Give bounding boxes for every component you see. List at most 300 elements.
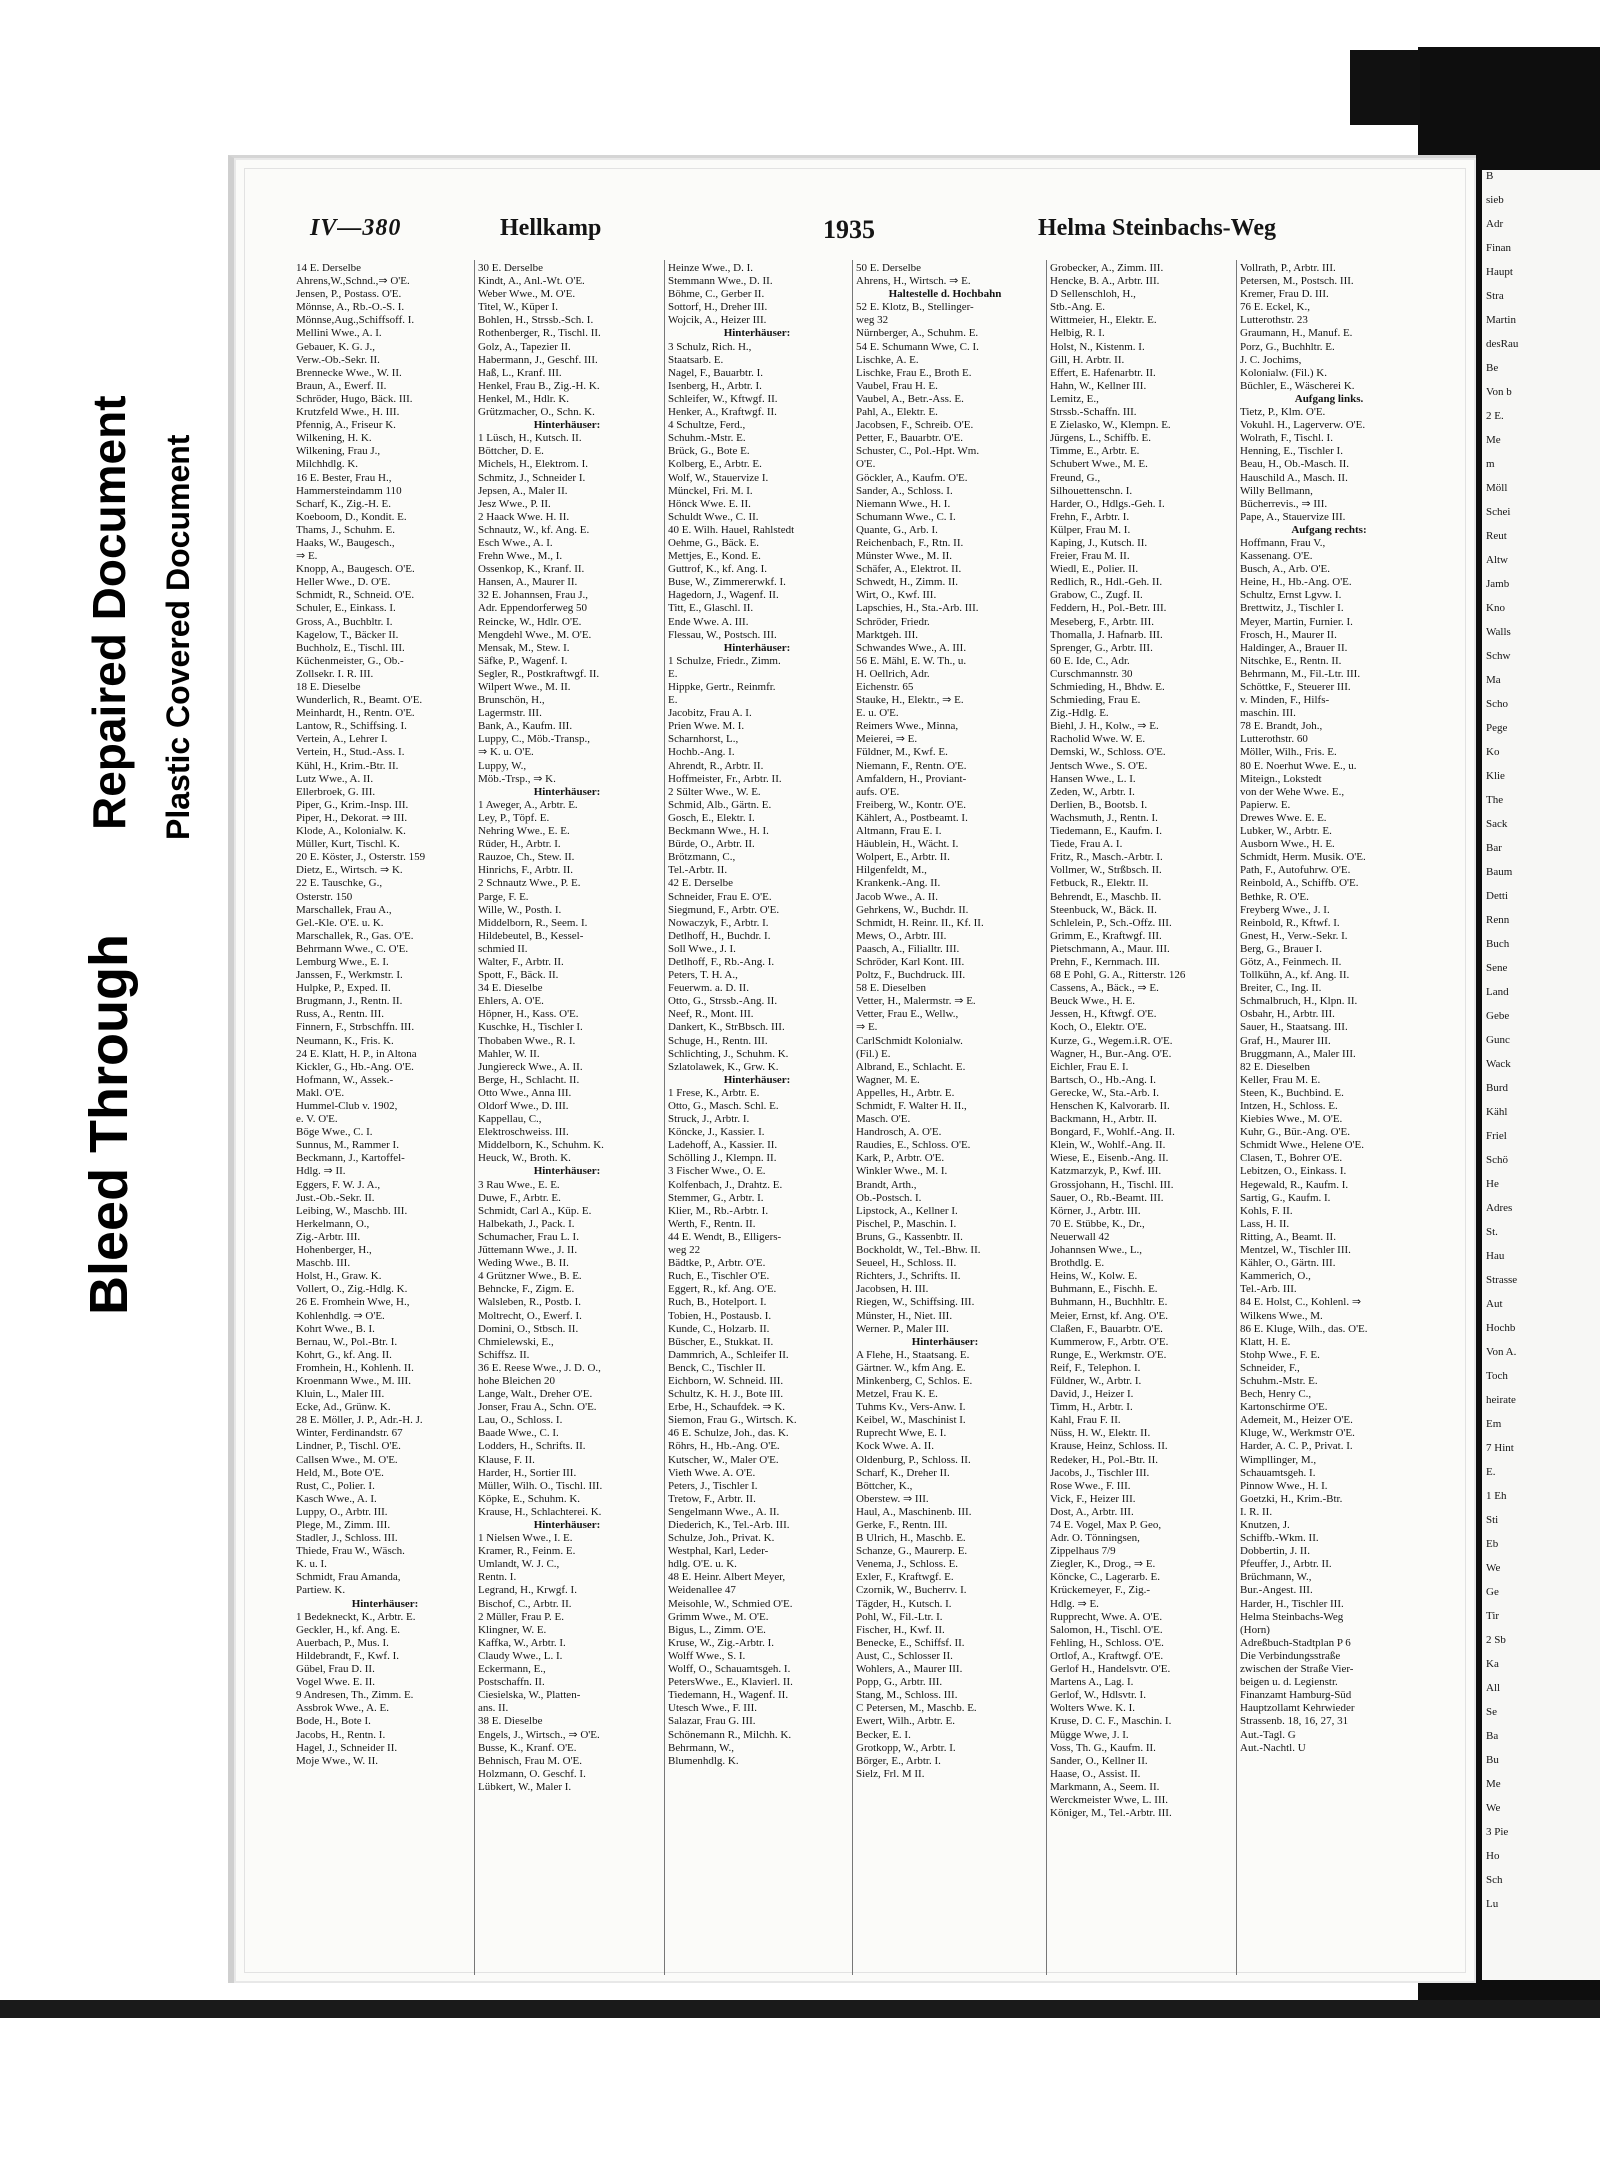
- fragment-line: Adr: [1486, 218, 1504, 230]
- directory-line: e. V. O'E.: [296, 1113, 338, 1126]
- directory-line: Röhrs, H., Hb.-Ang. O'E.: [668, 1440, 780, 1453]
- directory-line: Niemann, F., Rentn. O'E.: [856, 759, 967, 772]
- directory-line: Henschen K, Kalvorarb. II.: [1050, 1100, 1170, 1112]
- directory-line: Tel.-Arbtr. II.: [668, 864, 728, 877]
- fragment-line: 7 Hint: [1486, 1442, 1514, 1454]
- directory-line: Eichborn, W. Schneid. III.: [668, 1374, 784, 1387]
- directory-line: 2 Schnautz Wwe., P. E.: [478, 877, 581, 890]
- directory-line: Miteign., Lokstedt: [1240, 772, 1322, 785]
- directory-line: Kickler, G., Hb.-Ang. O'E.: [296, 1060, 414, 1073]
- directory-line: Habermann, J., Geschf. III.: [478, 353, 598, 366]
- directory-line: Schultz, Ernst Lgvw. I.: [1240, 589, 1342, 602]
- directory-line: Zig.-Hdlg. E.: [1050, 707, 1109, 720]
- directory-line: Sunnus, M., Rammer I.: [296, 1139, 399, 1152]
- directory-line: Adr. Eppendorferweg 50: [478, 602, 588, 615]
- directory-line: Frehn Wwe., M., I.: [478, 550, 563, 563]
- directory-line: Jepsen, A., Maler II.: [478, 484, 568, 497]
- directory-line: 60 E. Ide, C., Adr.: [1050, 654, 1130, 667]
- directory-line: Jacobs, H., Rentn. I.: [296, 1728, 386, 1741]
- directory-line: Tiedemann, E., Kaufm. I.: [1050, 825, 1163, 838]
- directory-line: Thomalla, J. Hafnarb. III.: [1050, 628, 1163, 641]
- directory-line: Gnest, H., Verw.-Sekr. I.: [1240, 929, 1348, 942]
- directory-line: (Horn): [1240, 1623, 1270, 1636]
- directory-line: Walsleben, R., Postb. I.: [478, 1296, 581, 1309]
- directory-line: Brandt, Arth.,: [856, 1178, 917, 1191]
- directory-line: Mönnse, A., Rb.-O.-S. I.: [296, 301, 405, 314]
- directory-line: Kohlenhdlg. ⇒ O'E.: [296, 1309, 385, 1322]
- fragment-line: Strasse: [1486, 1274, 1518, 1286]
- directory-line: Luppy, W.,: [478, 759, 527, 772]
- directory-line: Eichenstr. 65: [856, 681, 914, 693]
- directory-line: 52 E. Klotz, B., Stellinger-: [856, 301, 974, 314]
- fragment-line: Renn: [1486, 914, 1510, 926]
- directory-line: 36 E. Reese Wwe., J. D. O.,: [478, 1361, 601, 1374]
- directory-line: Voss, Th. G., Kaufm. II.: [1050, 1741, 1156, 1754]
- directory-line: Bode, H., Bote I.: [296, 1715, 371, 1728]
- directory-line: Czornik, W., Bucherrv. I.: [856, 1584, 967, 1597]
- directory-line: Oberstew. ⇒ III.: [856, 1492, 929, 1505]
- directory-line: Weding Wwe., B. II.: [478, 1257, 569, 1270]
- fragment-line: Bu: [1486, 1754, 1499, 1766]
- directory-line: Haaks, W., Baugesch.,: [296, 536, 395, 549]
- fragment-line: Ho: [1486, 1850, 1500, 1862]
- directory-line: B Ulrich, H., Maschb. E.: [856, 1532, 966, 1545]
- directory-line: Zig.-Arbtr. III.: [296, 1230, 361, 1243]
- directory-line: Meisohle, W., Schmied O'E.: [668, 1597, 793, 1610]
- directory-line: 76 E. Eckel, K.,: [1240, 301, 1310, 314]
- directory-line: Schleifer, W., Kftwgf. II.: [668, 392, 778, 405]
- directory-line: Dost, A., Arbtr. III.: [1050, 1505, 1134, 1518]
- directory-line: Halbekath, J., Pack. I.: [478, 1217, 575, 1230]
- directory-line: Salomon, H., Tischl. O'E.: [1050, 1623, 1163, 1636]
- directory-line: Staatsarb. E.: [668, 353, 724, 366]
- directory-line: Janssen, F., Werkmstr. I.: [296, 969, 403, 982]
- directory-line: Ecke, Ad., Grünw. K.: [296, 1401, 391, 1414]
- fragment-line: Schw: [1486, 650, 1511, 662]
- directory-line: Brothdlg. E.: [1050, 1257, 1105, 1270]
- directory-line: Säfke, P., Wagenf. I.: [478, 654, 568, 667]
- directory-line: Stohp Wwe., F. E.: [1240, 1348, 1320, 1361]
- directory-line: Henkel, Frau B., Zig.-H. K.: [478, 379, 600, 392]
- directory-line: 32 E. Johannsen, Frau J.,: [478, 589, 588, 602]
- fragment-line: Buch: [1486, 938, 1510, 950]
- directory-line: Müller, Wilh. O., Tischl. III.: [478, 1479, 603, 1492]
- fragment-line: E.: [1486, 1466, 1496, 1478]
- page-number: IV—380: [310, 215, 402, 241]
- fragment-line: Burd: [1486, 1082, 1508, 1094]
- directory-line: hdlg. O'E. u. K.: [668, 1558, 737, 1571]
- directory-line: 34 E. Dieselbe: [478, 982, 543, 995]
- directory-line: Reimers Wwe., Minna,: [856, 720, 959, 733]
- directory-line: Bädtke, P., Arbtr. O'E.: [668, 1257, 766, 1270]
- directory-line: Köncke, J., Kassier. I.: [668, 1126, 765, 1139]
- directory-line: E. u. O'E.: [856, 707, 899, 720]
- directory-line: Lindner, P., Tischl. O'E.: [296, 1440, 401, 1453]
- directory-line: Bank, A., Kaufm. III.: [478, 720, 573, 733]
- directory-line: Dobbertin, J. II.: [1240, 1545, 1310, 1558]
- directory-line: Prehn, F., Kernmach. III.: [1050, 955, 1160, 968]
- directory-line: Poltz, F., Buchdruck. III.: [856, 969, 966, 982]
- directory-line: Koch, O., Elektr. O'E.: [1050, 1021, 1147, 1034]
- directory-line: Peters, T. H. A.,: [668, 969, 738, 982]
- fragment-line: Jamb: [1486, 578, 1510, 590]
- directory-line: Milchhdlg. K.: [296, 458, 359, 471]
- directory-line: Brötzmann, C.,: [668, 851, 736, 864]
- directory-line: Kunde, C., Holzarb. II.: [668, 1322, 770, 1335]
- directory-line: Chmielewski, E.,: [478, 1335, 554, 1348]
- directory-line: Holst, N., Kistenm. I.: [1050, 340, 1145, 353]
- directory-line: Vollert, O., Zig.-Hdlg. K.: [296, 1283, 408, 1296]
- directory-line: Wiese, E., Eisenb.-Ang. II.: [1050, 1152, 1169, 1165]
- directory-line: Vertein, A., Lehrer I.: [296, 733, 388, 746]
- directory-line: Schröder, Hugo, Bäck. III.: [296, 392, 413, 405]
- directory-line: Grotkopp, W., Arbtr. I.: [856, 1741, 956, 1754]
- directory-line: Heller Wwe., D. O'E.: [296, 576, 391, 589]
- directory-line: Wille, W., Posth. I.: [478, 903, 562, 916]
- next-street-title: Helma Steinbachs-Weg: [1038, 215, 1276, 241]
- directory-line: Aufgang rechts:: [1291, 523, 1367, 536]
- directory-line: Kohrt Wwe., B. I.: [296, 1322, 375, 1335]
- directory-line: Effert, E. Hafenarbtr. II.: [1050, 366, 1156, 379]
- directory-line: Harder, A. C. P., Privat. I.: [1240, 1440, 1353, 1453]
- directory-line: Lodders, H., Schrifts. II.: [478, 1440, 586, 1453]
- fragment-line: Ge: [1486, 1586, 1499, 1598]
- directory-line: Oldenburg, P., Schloss. II.: [856, 1453, 971, 1466]
- fragment-line: St.: [1486, 1226, 1498, 1238]
- fragment-line: Land: [1486, 986, 1509, 998]
- directory-line: Kammerich, O.,: [1240, 1270, 1311, 1283]
- directory-line: Hohenberger, H.,: [296, 1244, 372, 1257]
- directory-line: Kähler, O., Gärtn. III.: [1240, 1257, 1336, 1270]
- directory-line: Hoffmann, Frau V.,: [1240, 536, 1326, 549]
- directory-line: Silhouettenschn. I.: [1050, 484, 1133, 497]
- fragment-line: Kno: [1486, 602, 1505, 614]
- directory-line: J. C. Jochims,: [1240, 353, 1302, 366]
- fragment-line: Eb: [1486, 1538, 1499, 1550]
- directory-line: Segler, R., Postkraftwgf. II.: [478, 667, 600, 680]
- directory-line: Marschallek, Frau A.,: [296, 903, 392, 916]
- directory-line: Nagel, F., Bauarbtr. I.: [668, 366, 764, 379]
- directory-line: Rust, C., Polier. I.: [296, 1479, 375, 1492]
- directory-line: Schanze, G., Maurerp. E.: [856, 1545, 968, 1558]
- directory-column-2: [478, 262, 656, 1794]
- directory-line: maschin. III.: [1240, 707, 1296, 720]
- fragment-line: desRau: [1486, 338, 1519, 350]
- directory-line: Luppy, C., Möb.-Transp.,: [478, 733, 590, 746]
- directory-line: Freiberg, W., Kontr. O'E.: [856, 798, 966, 811]
- directory-line: Path, F., Autofuhrw. O'E.: [1240, 864, 1351, 877]
- directory-line: Frehn, F., Arbtr. I.: [1050, 510, 1130, 523]
- directory-line: Brettwitz, J., Tischler I.: [1240, 602, 1344, 615]
- directory-line: Mentzel, W., Tischler III.: [1240, 1244, 1351, 1257]
- directory-line: Winter, Ferdinandstr. 67: [296, 1427, 403, 1440]
- directory-line: Vaubel, A., Betr.-Ass. E.: [856, 392, 964, 405]
- directory-line: Bischof, C., Arbtr. II.: [478, 1597, 572, 1610]
- directory-column-6: [1240, 262, 1418, 1755]
- directory-line: Kassenang. O'E.: [1240, 550, 1313, 563]
- directory-line: Aut.-Tagl. G: [1240, 1728, 1296, 1741]
- directory-line: Rauzoe, Ch., Stew. II.: [478, 851, 575, 864]
- directory-line: Breiter, C., Ing. II.: [1240, 982, 1322, 995]
- directory-line: 44 E. Wendt, B., Elligers-: [668, 1230, 782, 1243]
- directory-line: Schmidt Wwe., Helene O'E.: [1240, 1139, 1364, 1152]
- directory-line: Wunderlich, R., Beamt. O'E.: [296, 694, 423, 707]
- directory-line: Schlelein, P., Sch.-Offz. III.: [1050, 916, 1172, 929]
- directory-line: Köncke, C., Lagerarb. E.: [1050, 1571, 1160, 1584]
- directory-line: Redeker, H., Pol.-Btr. II.: [1050, 1453, 1159, 1466]
- directory-line: Wittmeier, H., Elektr. E.: [1050, 314, 1157, 327]
- directory-line: Holzmann, O. Geschf. I.: [478, 1767, 586, 1780]
- directory-line: Aufgang links.: [1294, 392, 1364, 405]
- directory-line: Schöttke, F., Steuerer III.: [1240, 681, 1351, 693]
- directory-line: Kutscher, W., Maler O'E.: [668, 1453, 779, 1466]
- directory-line: Assbrok Wwe., A. E.: [296, 1702, 389, 1715]
- directory-line: 68 E Pohl, G. A., Ritterstr. 126: [1050, 969, 1186, 982]
- directory-line: Rentn. I.: [478, 1571, 517, 1584]
- directory-line: Ausborn Wwe., H. E.: [1240, 838, 1335, 851]
- directory-line: Hippke, Gertr., Reinmfr.: [668, 681, 776, 693]
- directory-line: Oldorf Wwe., D. III.: [478, 1100, 569, 1112]
- directory-line: Neuerwall 42: [1050, 1230, 1110, 1243]
- directory-line: Bockholdt, W., Tel.-Bhw. II.: [856, 1244, 981, 1257]
- directory-line: Johannsen Wwe., L.,: [1050, 1244, 1143, 1257]
- directory-line: Redlich, R., Hdl.-Geh. II.: [1050, 576, 1163, 589]
- directory-line: Nowaczyk, F., Arbtr. I.: [668, 916, 769, 929]
- directory-line: Hansen, A., Maurer II.: [478, 576, 578, 589]
- directory-line: Frosch, H., Maurer II.: [1240, 628, 1337, 641]
- directory-line: 2 Sülter Wwe., W. E.: [668, 785, 761, 798]
- directory-line: Zollsekr. I. R. III.: [296, 667, 374, 680]
- directory-line: Wojcik, A., Heizer III.: [668, 314, 767, 327]
- directory-line: Krutzfeld Wwe., H. III.: [296, 406, 400, 419]
- column-divider: [664, 260, 665, 1975]
- directory-line: Hdlg. ⇒ E.: [1050, 1597, 1099, 1610]
- directory-line: Domini, O., Stbsch. II.: [478, 1322, 579, 1335]
- directory-line: Thiede, Frau W., Wäsch.: [296, 1545, 405, 1558]
- directory-line: Hildebrandt, F., Kwf. I.: [296, 1649, 399, 1662]
- directory-line: Wolff, O., Schauamtsgeh. I.: [668, 1663, 791, 1676]
- directory-line: Ellerbroek, G. III.: [296, 785, 376, 798]
- directory-line: Kruse, D. C. F., Maschin. I.: [1050, 1715, 1172, 1728]
- directory-line: 74 E. Vogel, Max P. Geo,: [1050, 1519, 1162, 1531]
- directory-line: Hinterhäuser:: [723, 641, 791, 654]
- fragment-line: Von b: [1486, 386, 1512, 398]
- directory-line: Kolonialw. (Fil.) K.: [1240, 366, 1327, 379]
- directory-line: Hulpke, P., Exped. II.: [296, 982, 391, 995]
- directory-line: Maschb. III.: [296, 1257, 351, 1270]
- directory-line: Moje Wwe., W. II.: [296, 1754, 378, 1767]
- directory-line: Wilkening, Frau J.,: [296, 445, 381, 458]
- directory-line: Freyberg Wwe., J. I.: [1240, 903, 1330, 916]
- directory-line: Hdlg. ⇒ II.: [296, 1165, 346, 1178]
- directory-line: Salazar, Frau G. III.: [668, 1715, 756, 1728]
- directory-line: Vertein, H., Stud.-Ass. I.: [296, 746, 405, 759]
- directory-line: Sengelmann Wwe., A. II.: [668, 1505, 780, 1518]
- directory-line: Schumacher, Frau L. I.: [478, 1230, 579, 1243]
- directory-line: Paasch, A., Filialltr. III.: [856, 942, 960, 955]
- directory-line: 4 Grützner Wwe., B. E.: [478, 1270, 582, 1283]
- directory-line: Knopp, A., Baugesch. O'E.: [296, 563, 415, 576]
- scan-dark-edge-top: [1350, 50, 1420, 125]
- directory-line: Verw.-Ob.-Sekr. II.: [296, 353, 380, 366]
- directory-line: Böhme, C., Gerber II.: [668, 288, 765, 301]
- directory-line: Jürgens, L., Schiffb. E.: [1050, 432, 1152, 445]
- directory-line: Lagermstr. III.: [478, 707, 542, 720]
- directory-line: Markmann, A., Seem. II.: [1050, 1780, 1160, 1793]
- directory-line: Keller, Frau M. E.: [1240, 1073, 1321, 1086]
- directory-line: Racholid Wwe. W. E.: [1050, 733, 1146, 746]
- directory-line: Vick, F., Heizer III.: [1050, 1492, 1136, 1505]
- directory-line: Beau, H., Ob.-Masch. II.: [1240, 458, 1350, 471]
- directory-line: Wolters Wwe. K. I.: [1050, 1702, 1136, 1715]
- directory-line: Steenbuck, W., Bäck. II.: [1050, 903, 1157, 916]
- directory-line: Klingner, W. E.: [478, 1623, 547, 1636]
- directory-line: Klein, W., Wohlf.-Ang. II.: [1050, 1139, 1166, 1152]
- directory-line: Dammrich, A., Schleifer II.: [668, 1348, 789, 1361]
- directory-line: Katzmarzyk, P., Kwf. III.: [1050, 1165, 1162, 1178]
- directory-line: Buchholz, E., Tischl. III.: [296, 641, 405, 654]
- directory-line: 3 Rau Wwe., E. E.: [478, 1178, 560, 1191]
- directory-line: Vetter, H., Malermstr. ⇒ E.: [856, 995, 976, 1008]
- directory-line: Brück, G., Bote E.: [668, 445, 750, 458]
- directory-line: ⇒ K. u. O'E.: [478, 746, 534, 759]
- fragment-line: Von A.: [1486, 1346, 1517, 1358]
- directory-line: Bernau, W., Pol.-Btr. I.: [296, 1335, 398, 1348]
- directory-line: Steen, K., Buchbind. E.: [1240, 1086, 1344, 1099]
- directory-line: Reichenbach, F., Rtn. II.: [856, 536, 964, 549]
- directory-line: Hummel-Club v. 1902,: [296, 1100, 398, 1112]
- fragment-line: We: [1486, 1562, 1501, 1574]
- directory-line: Schönemann R., Milchh. K.: [668, 1728, 792, 1741]
- directory-line: Tollkühn, A., kf. Ang. II.: [1240, 969, 1350, 982]
- directory-line: Vollrath, P., Arbtr. III.: [1240, 262, 1336, 274]
- directory-line: Engels, J., Wirtsch., ⇒ O'E.: [478, 1728, 600, 1741]
- directory-line: Brüchmann, W.,: [1240, 1571, 1312, 1584]
- directory-line: Neef, R., Mont. III.: [668, 1008, 754, 1021]
- directory-line: Ciesielska, W., Platten-: [478, 1689, 581, 1702]
- directory-line: Amfaldern, H., Proviant-: [856, 772, 967, 785]
- directory-line: Kock Wwe. A. II.: [856, 1440, 934, 1453]
- directory-line: Ob.-Postsch. I.: [856, 1191, 922, 1204]
- directory-line: Schwandes Wwe., A. III.: [856, 641, 967, 654]
- directory-line: 58 E. Dieselben: [856, 982, 926, 995]
- directory-line: Schmidt, F. Walter H. II.,: [856, 1100, 967, 1112]
- directory-line: Leibing, W., Maschb. III.: [296, 1204, 408, 1217]
- directory-line: Sander, A., Schloss. I.: [856, 484, 953, 497]
- fragment-line: Reut: [1486, 530, 1507, 542]
- directory-line: Luppy, O., Arbtr. III.: [296, 1505, 388, 1518]
- directory-line: Tretow, F., Arbtr. II.: [668, 1492, 756, 1505]
- directory-line: Pohl, W., Fil.-Ltr. I.: [856, 1610, 943, 1623]
- directory-line: Kahl, Frau F. II.: [1050, 1414, 1121, 1427]
- directory-line: Blumenhdlg. K.: [668, 1754, 739, 1767]
- directory-line: Gärtner. W., kfm Ang. E.: [856, 1361, 966, 1374]
- directory-line: Soll Wwe., J. I.: [668, 942, 736, 955]
- directory-line: Helma Steinbachs-Weg: [1240, 1610, 1344, 1623]
- directory-line: Jacobsen, H. III.: [856, 1283, 929, 1296]
- directory-line: Hönck Wwe. E. II.: [668, 497, 751, 510]
- directory-line: Bongard, F., Wohlf.-Ang. II.: [1050, 1126, 1175, 1139]
- directory-line: Wilpert Wwe., M. II.: [478, 681, 571, 693]
- directory-line: Füldner, W., Arbtr. I.: [1050, 1374, 1142, 1387]
- directory-line: Gehrkens, W., Buchdr. II.: [856, 903, 969, 916]
- directory-line: 56 E. Mähl, E. W. Th., u.: [856, 654, 967, 667]
- directory-line: Behrmann Wwe., C. O'E.: [296, 942, 409, 955]
- directory-line: Wilkening, H. K.: [296, 432, 372, 445]
- directory-line: Titt, E., Glaschl. II.: [668, 602, 754, 615]
- directory-line: Ley, P., Töpf. E.: [478, 811, 550, 824]
- directory-line: Otto, G., Strssb.-Ang. II.: [668, 995, 778, 1008]
- directory-line: Werth, F., Rentn. II.: [668, 1217, 756, 1230]
- directory-line: Brennecke Wwe., W. II.: [296, 366, 402, 379]
- directory-line: Schiffsz. II.: [478, 1348, 530, 1361]
- directory-line: Curschmannstr. 30: [1050, 667, 1133, 680]
- directory-line: Böttcher, D. E.: [478, 445, 544, 458]
- label-bleed-through: Bleed Through: [79, 934, 139, 1315]
- directory-line: Schultz, K. H. J., Bote III.: [668, 1388, 784, 1401]
- directory-line: 82 E. Dieselben: [1240, 1060, 1310, 1073]
- directory-line: Oehme, G., Bäck. E.: [668, 536, 760, 549]
- directory-line: Ortlof, A., Kraftwgf. O'E.: [1050, 1649, 1164, 1662]
- directory-line: Tobien, H., Postausb. I.: [668, 1309, 772, 1322]
- directory-line: Schmidt, Carl A., Küp. E.: [478, 1204, 592, 1217]
- directory-line: Feuerwm. a. D. II.: [668, 982, 749, 995]
- directory-line: Buse, W., Zimmererwkf. I.: [668, 576, 786, 589]
- fragment-line: 1 Eh: [1486, 1490, 1507, 1502]
- directory-line: 18 E. Dieselbe: [296, 681, 361, 693]
- directory-line: Hoffmeister, Fr., Arbtr. II.: [668, 772, 782, 785]
- directory-line: Otto Wwe., Anna III.: [478, 1086, 572, 1099]
- directory-line: Fetbuck, R., Elektr. II.: [1050, 877, 1149, 890]
- directory-line: Helbig, R. I.: [1050, 327, 1105, 340]
- directory-line: Schumann Wwe., C. I.: [856, 510, 956, 523]
- directory-line: I. R. II.: [1240, 1505, 1273, 1518]
- directory-line: Krückemeyer, F., Zig.-: [1050, 1584, 1151, 1597]
- directory-line: zwischen der Straße Vier-: [1240, 1663, 1354, 1676]
- directory-line: Wiedl, E., Polier. II.: [1050, 563, 1139, 576]
- directory-line: Lau, O., Schloss. I.: [478, 1414, 563, 1427]
- directory-line: Fritz, R., Masch.-Arbtr. I.: [1050, 851, 1163, 864]
- directory-line: Schuhm.-Mstr. E.: [1240, 1374, 1318, 1387]
- directory-line: Raudies, E., Schloss. O'E.: [856, 1139, 971, 1152]
- directory-line: Hofmann, W., Assek.-: [296, 1073, 394, 1086]
- fragment-line: Möll: [1486, 482, 1508, 494]
- fragment-line: Se: [1486, 1706, 1497, 1718]
- directory-line: Königer, M., Tel.-Arbtr. III.: [1050, 1807, 1172, 1820]
- directory-line: Hagel, J., Schneider II.: [296, 1741, 398, 1754]
- directory-line: Piper, G., Krim.-Insp. III.: [296, 798, 409, 811]
- directory-line: Hauptzollamt Kehrwieder: [1240, 1702, 1355, 1715]
- directory-line: Jüttemann Wwe., J. II.: [478, 1244, 578, 1257]
- directory-line: C Petersen, M., Maschb. E.: [856, 1702, 977, 1715]
- directory-line: Vaubel, Frau H. E.: [856, 379, 938, 392]
- fragment-line: Baum: [1486, 866, 1513, 878]
- directory-line: Nürnberger, A., Schuhm. E.: [856, 327, 979, 340]
- directory-line: Meyer, Martin, Furnier. I.: [1240, 615, 1353, 628]
- directory-line: Reif, F., Telephon. I.: [1050, 1361, 1141, 1374]
- directory-line: Braun, A., Ewerf. II.: [296, 379, 387, 392]
- directory-line: Timm, H., Arbtr. I.: [1050, 1401, 1133, 1414]
- directory-line: Lantow, R., Schiffsing. I.: [296, 720, 407, 733]
- directory-line: Köpke, E., Schuhm. K.: [478, 1492, 581, 1505]
- directory-line: O'E.: [856, 458, 876, 471]
- directory-line: Sottorf, H., Dreher III.: [668, 301, 768, 314]
- directory-line: Keibel, W., Maschinist I.: [856, 1414, 966, 1427]
- label-plastic-covered-document: Plastic Covered Document: [160, 434, 196, 840]
- directory-line: Haul, A., Maschinenb. III.: [856, 1505, 972, 1518]
- directory-line: Koeboom, D., Kondit. E.: [296, 510, 407, 523]
- directory-line: Gel.-Kle. O'E. u. K.: [296, 916, 384, 929]
